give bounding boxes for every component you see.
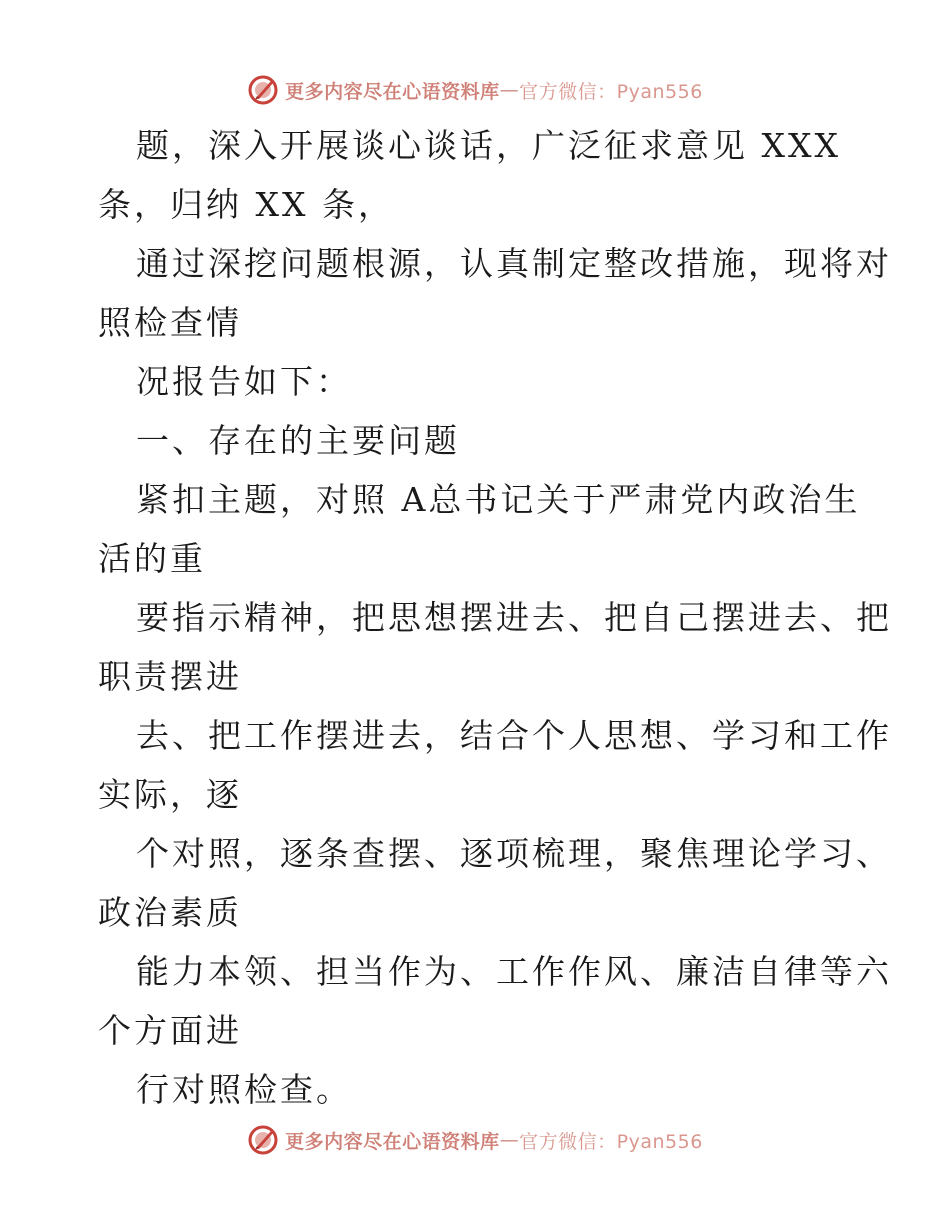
section-heading: 一、存在的主要问题: [136, 421, 460, 460]
text-line: 职责摆进: [98, 657, 242, 696]
text-line: 实际，逐: [98, 775, 242, 814]
text-line: 能力本领、担当作为、工作作风、廉洁自律等六: [136, 952, 892, 991]
text-line: 况报告如下：: [136, 362, 352, 401]
header-watermark: [0, 72, 950, 108]
text-line: 通过深挖问题根源，认真制定整改措施，现将对: [136, 244, 892, 283]
watermark-separator: —: [499, 1129, 520, 1151]
text-line: 条，归纳 XX 条，: [98, 185, 394, 224]
text-line: 题，深入开展谈心谈话，广泛征求意见 XXX: [136, 126, 841, 165]
text-line: 照检查情: [98, 303, 242, 342]
text-line: 紧扣主题，对照 A总书记关于严肃党内政治生: [136, 480, 861, 519]
footer-watermark: [0, 1122, 950, 1158]
text-line: 个方面进: [98, 1011, 242, 1050]
text-line: 个对照，逐条查摆、逐项梳理，聚焦理论学习、: [136, 834, 892, 873]
quill-in-circle-icon: [247, 1124, 279, 1156]
text-line: 活的重: [98, 539, 206, 578]
quill-in-circle-icon: [247, 74, 279, 106]
text-line: 去、把工作摆进去，结合个人思想、学习和工作: [136, 716, 892, 755]
watermark-contact: 官方微信：Pyan556: [519, 1130, 703, 1153]
watermark-brand: 更多内容尽在心语资料库: [285, 80, 500, 103]
text-line: 政治素质: [98, 893, 242, 932]
watermark-contact: 官方微信：Pyan556: [519, 80, 703, 103]
watermark-brand: 更多内容尽在心语资料库: [285, 1130, 500, 1153]
watermark-separator: —: [499, 79, 520, 101]
text-line: 要指示精神，把思想摆进去、把自己摆进去、把: [136, 598, 892, 637]
text-line: 行对照检查。: [136, 1070, 352, 1109]
